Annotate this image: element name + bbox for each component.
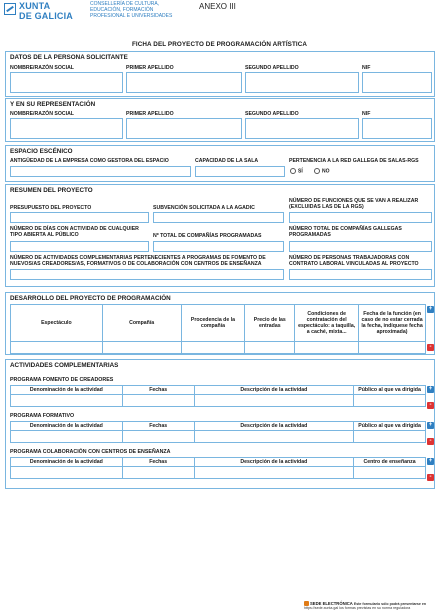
program-title: PROGRAMA FORMATIVO bbox=[10, 413, 75, 419]
section-title: Y EN SU REPRESENTACIÓN bbox=[10, 101, 96, 108]
dias-field[interactable] bbox=[10, 241, 149, 252]
add-row-button[interactable]: + bbox=[428, 386, 433, 392]
rgs-no-radio[interactable]: NO bbox=[314, 168, 330, 174]
col-denominacion: Denominación de la actividad bbox=[11, 386, 123, 395]
cell-input[interactable] bbox=[354, 431, 426, 443]
rgs-si-radio[interactable]: SÍ bbox=[290, 168, 303, 174]
section-title: ACTIVIDADES COMPLEMENTARIAS bbox=[10, 362, 119, 369]
cell-input[interactable] bbox=[194, 467, 354, 479]
galicia-flag-icon bbox=[4, 3, 16, 15]
presupuesto-field[interactable] bbox=[10, 212, 149, 223]
col-publico: Público al que va dirigida bbox=[354, 386, 426, 395]
col-publico: Público al que va dirigida bbox=[354, 422, 426, 431]
colaboracion-table bbox=[10, 457, 426, 479]
table-row bbox=[11, 342, 426, 354]
cell-input[interactable] bbox=[295, 342, 359, 354]
col-centro: Centro de enseñanza bbox=[354, 458, 426, 467]
cell-input[interactable] bbox=[181, 342, 245, 354]
footer-note: https://sede.xunta.gal los formas previstas en su norma reguladora bbox=[304, 606, 411, 611]
delete-row-button[interactable]: - bbox=[427, 474, 434, 481]
delete-row-button[interactable]: - bbox=[427, 438, 434, 445]
col-descripcion: Descripción de la actividad bbox=[194, 422, 354, 431]
section-representacion bbox=[5, 98, 435, 142]
primer-apellido-label: PRIMER APELLIDO bbox=[126, 65, 174, 71]
cell-input[interactable] bbox=[122, 431, 194, 443]
actividades-label: NÚMERO DE ACTIVIDADES COMPLEMENTARIAS PERTENECIENTES A PROGRAMAS DE FOMENTO DE NUEVOS/AS CREADORES/AS, FORMATIVOS O DE COLABORACIÓN CON CENTROS DE ENSEÑANZA bbox=[10, 255, 266, 267]
pertenencia-label: PERTENENCIA A LA RED GALLEGA DE SALAS-RGS bbox=[289, 158, 419, 164]
capacidad-label: CAPACIDAD DE LA SALA bbox=[195, 158, 259, 164]
col-compania: Compañía bbox=[102, 305, 181, 342]
antiguedad-field[interactable] bbox=[10, 166, 191, 177]
fomento-table bbox=[10, 385, 426, 407]
col-procedencia: Procedencia de la compañía bbox=[181, 305, 245, 342]
row-controls bbox=[427, 458, 434, 482]
section-solicitante bbox=[5, 51, 435, 97]
cell-input[interactable] bbox=[11, 342, 103, 354]
cell-input[interactable] bbox=[11, 467, 123, 479]
section-title: RESUMEN DEL PROYECTO bbox=[10, 187, 93, 194]
segundo-apellido-field[interactable] bbox=[245, 72, 359, 93]
cell-input[interactable] bbox=[102, 342, 181, 354]
formativo-table bbox=[10, 421, 426, 443]
funciones-field[interactable] bbox=[289, 212, 432, 223]
cell-input[interactable] bbox=[359, 342, 426, 354]
companias-label: Nº TOTAL DE COMPAÑÍAS PROGRAMADAS bbox=[153, 233, 262, 239]
xunta-logo bbox=[4, 1, 179, 23]
table-row bbox=[11, 467, 426, 479]
companias-gallegas-label: NÚMERO TOTAL DE COMPAÑÍAS GALLEGAS PROGRAMADAS bbox=[289, 226, 402, 238]
section-title: DATOS DE LA PERSONA SOLICITANTE bbox=[10, 54, 128, 61]
brand-name: XUNTA DE GALICIA bbox=[19, 1, 74, 21]
program-title: PROGRAMA FOMENTO DE CREADORES bbox=[10, 377, 114, 383]
cell-input[interactable] bbox=[245, 342, 295, 354]
annex-label: ANEXO III bbox=[199, 2, 236, 11]
add-row-button[interactable]: + bbox=[428, 458, 433, 464]
cell-input[interactable] bbox=[194, 431, 354, 443]
section-resumen bbox=[5, 184, 435, 287]
capacidad-field[interactable] bbox=[195, 166, 285, 177]
department-name: CONSELLERÍA DE CULTURA, EDUCACIÓN, FORMACIÓN PROFESIONAL E UNIVERSIDADES bbox=[90, 1, 173, 19]
add-row-button[interactable]: + bbox=[428, 306, 433, 312]
delete-row-button[interactable]: - bbox=[427, 344, 434, 351]
radio-circle-icon bbox=[290, 168, 296, 174]
rep-nombre-field[interactable] bbox=[10, 118, 123, 139]
section-title: ESPACIO ESCÉNICO bbox=[10, 148, 73, 155]
funciones-label: NÚMERO DE FUNCIONES QUE SE VAN A REALIZAR (EXCLUIDAS LAS DE LA RGS) bbox=[289, 198, 419, 210]
nombre-label: NOMBRE/RAZÓN SOCIAL bbox=[10, 65, 74, 71]
cell-input[interactable] bbox=[354, 395, 426, 407]
antiguedad-label: ANTIGÜEDAD DE LA EMPRESA COMO GESTORA DEL ESPACIO bbox=[10, 158, 169, 164]
col-espectaculo: Espectáculo bbox=[11, 305, 103, 342]
primer-apellido-field[interactable] bbox=[126, 72, 242, 93]
table-row bbox=[11, 395, 426, 407]
cell-input[interactable] bbox=[194, 395, 354, 407]
delete-row-button[interactable]: - bbox=[427, 402, 434, 409]
col-fechas: Fechas bbox=[122, 458, 194, 467]
sede-electronica-link[interactable]: SEDE ELECTRÓNICA Este formulario sólo podrá presentarse en bbox=[304, 601, 436, 606]
col-precio: Precio de las entradas bbox=[245, 305, 295, 342]
document-title: FICHA DEL PROYECTO DE PROGRAMACIÓN ARTÍSTICA bbox=[131, 41, 308, 48]
col-fecha: Fecha de la función (en caso de no estar cerrada la fecha, indíquese fecha aproximada) bbox=[359, 305, 426, 342]
col-condiciones: Condiciones de contratación del espectáculo: a taquilla, a caché, mixta... bbox=[295, 305, 359, 342]
companias-gallegas-field[interactable] bbox=[289, 241, 432, 252]
row-controls bbox=[427, 386, 434, 410]
cell-input[interactable] bbox=[11, 431, 123, 443]
col-denominacion: Denominación de la actividad bbox=[11, 458, 123, 467]
subvencion-label: SUBVENCIÓN SOLICITADA A LA AGADIC bbox=[153, 205, 255, 211]
row-controls bbox=[427, 306, 434, 351]
cell-input[interactable] bbox=[11, 395, 123, 407]
dias-label: NÚMERO DE DÍAS CON ACTIVIDAD DE CUALQUIER TIPO ABIERTA AL PÚBLICO bbox=[10, 226, 139, 238]
companias-field[interactable] bbox=[153, 241, 284, 252]
cell-input[interactable] bbox=[122, 395, 194, 407]
col-fechas: Fechas bbox=[122, 422, 194, 431]
personas-field[interactable] bbox=[289, 269, 432, 280]
section-actividades bbox=[5, 359, 435, 489]
row-controls bbox=[427, 422, 434, 446]
nombre-field[interactable] bbox=[10, 72, 123, 93]
cell-input[interactable] bbox=[354, 467, 426, 479]
section-espacio-escenico bbox=[5, 145, 435, 182]
program-title: PROGRAMA COLABORACIÓN CON CENTROS DE ENSEÑANZA bbox=[10, 449, 171, 455]
segundo-apellido-label: SEGUNDO APELLIDO bbox=[245, 65, 299, 71]
col-fechas: Fechas bbox=[122, 386, 194, 395]
section-desarrollo bbox=[5, 292, 435, 355]
primer-apellido-label: PRIMER APELLIDO bbox=[126, 111, 174, 117]
subvencion-field[interactable] bbox=[153, 212, 284, 223]
rep-primer-apellido-field[interactable] bbox=[126, 118, 242, 139]
col-descripcion: Descripción de la actividad bbox=[194, 386, 354, 395]
personas-label: NÚMERO DE PERSONAS TRABAJADORAS CON CONTRATO LABORAL VINCULADAS AL PROYECTO bbox=[289, 255, 419, 267]
page-header bbox=[0, 0, 439, 22]
nombre-label: NOMBRE/RAZÓN SOCIAL bbox=[10, 111, 74, 117]
segundo-apellido-label: SEGUNDO APELLIDO bbox=[245, 111, 299, 117]
desarrollo-table bbox=[10, 304, 426, 354]
presupuesto-label: PRESUPUESTO DEL PROYECTO bbox=[10, 205, 92, 211]
nif-label: NIF bbox=[362, 111, 371, 117]
rep-segundo-apellido-field[interactable] bbox=[245, 118, 359, 139]
cell-input[interactable] bbox=[122, 467, 194, 479]
table-row bbox=[11, 431, 426, 443]
actividades-field[interactable] bbox=[10, 269, 284, 280]
rep-nif-field[interactable] bbox=[362, 118, 432, 139]
nif-field[interactable] bbox=[362, 72, 432, 93]
col-denominacion: Denominación de la actividad bbox=[11, 422, 123, 431]
section-title: DESARROLLO DEL PROYECTO DE PROGRAMACIÓN bbox=[10, 295, 171, 302]
col-descripcion: Descripción de la actividad bbox=[194, 458, 354, 467]
add-row-button[interactable]: + bbox=[428, 422, 433, 428]
nif-label: NIF bbox=[362, 65, 371, 71]
page-footer bbox=[304, 601, 436, 610]
radio-circle-icon bbox=[314, 168, 320, 174]
